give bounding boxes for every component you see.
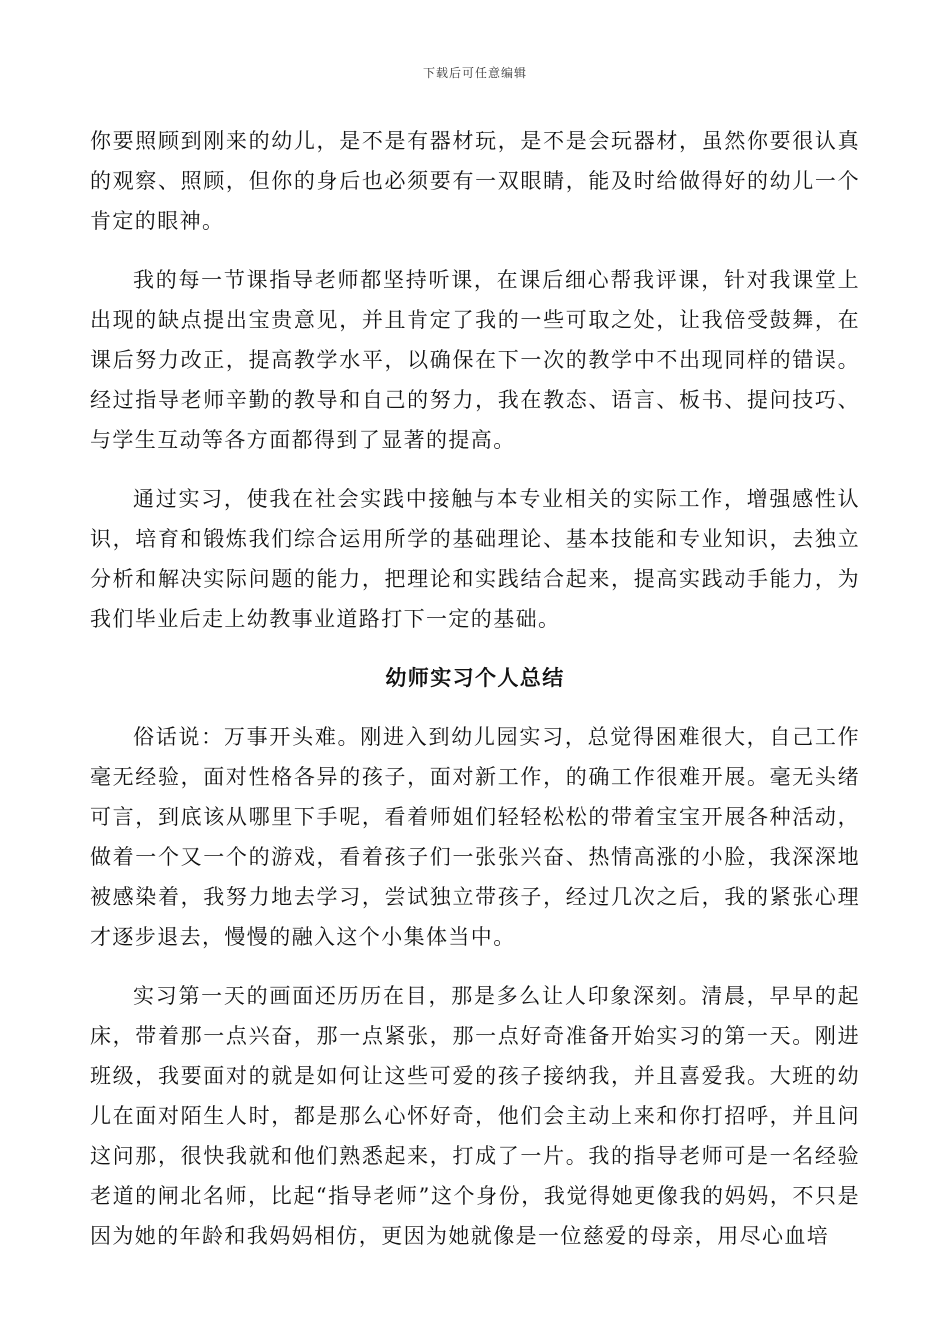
- paragraph-internship-value: 通过实习，使我在社会实践中接触与本专业相关的实际工作，增强感性认识，培育和锻炼我们综合运用所学的基础理论、基本技能和专业知识，去独立分析和解决实际问题的能力，把理论和实践结合起来，提高实践动手能力，为我们毕业后走上幼教事业道路打下一定的基础。: [90, 487, 860, 631]
- header-note: 下载后可任意编辑: [422, 66, 527, 80]
- section-title: 幼师实习个人总结: [385, 666, 565, 690]
- paragraph-beginning: 俗话说：万事开头难。刚进入到幼儿园实习，总觉得困难很大，自己工作毫无经验，面对性格各异的孩子，面对新工作，的确工作很难开展。毫无头绪可言，到底该从哪里下手呢，看着师姐们轻轻松松的带着宝宝开展各种活动，做着一个又一个的游戏，看着孩子们一张张兴奋、热情高涨的小脸，我深深地被感染着，我努力地去学习，尝试独立带孩子，经过几次之后，我的紧张心理才逐步退去，慢慢的融入这个小集体当中。: [90, 725, 860, 949]
- paragraph-continuation: 你要照顾到刚来的幼儿，是不是有器材玩，是不是会玩器材，虽然你要很认真的观察、照顾，但你的身后也必须要有一双眼睛，能及时给做得好的幼儿一个肯定的眼神。: [90, 129, 860, 233]
- paragraph-first-day: 实习第一天的画面还历历在目，那是多么让人印象深刻。清晨，早早的起床，带着那一点兴奋，那一点紧张，那一点好奇准备开始实习的第一天。刚进班级，我要面对的就是如何让这些可爱的孩子接纳我，并且喜爱我。大班的幼儿在面对陌生人时，都是那么心怀好奇，他们会主动上来和你打招呼，并且问这问那，很快我就和他们熟悉起来，打成了一片。我的指导老师可是一名经验老道的闸北名师，比起“指导老师”这个身份，我觉得她更像我的妈妈，不只是因为她的年龄和我妈妈相仿，更因为她就像是一位慈爱的母亲，用尽心血培: [90, 984, 860, 1248]
- document-body: [90, 121, 860, 1256]
- paragraph-lesson-feedback: 我的每一节课指导老师都坚持听课，在课后细心帮我评课，针对我课堂上出现的缺点提出宝贵意见，并且肯定了我的一些可取之处，让我倍受鼓舞，在课后努力改正，提高教学水平，以确保在下一次的教学中不出现同样的错误。经过指导老师辛勤的教导和自己的努力，我在教态、语言、板书、提问技巧、与学生互动等各方面都得到了显著的提高。: [90, 268, 860, 452]
